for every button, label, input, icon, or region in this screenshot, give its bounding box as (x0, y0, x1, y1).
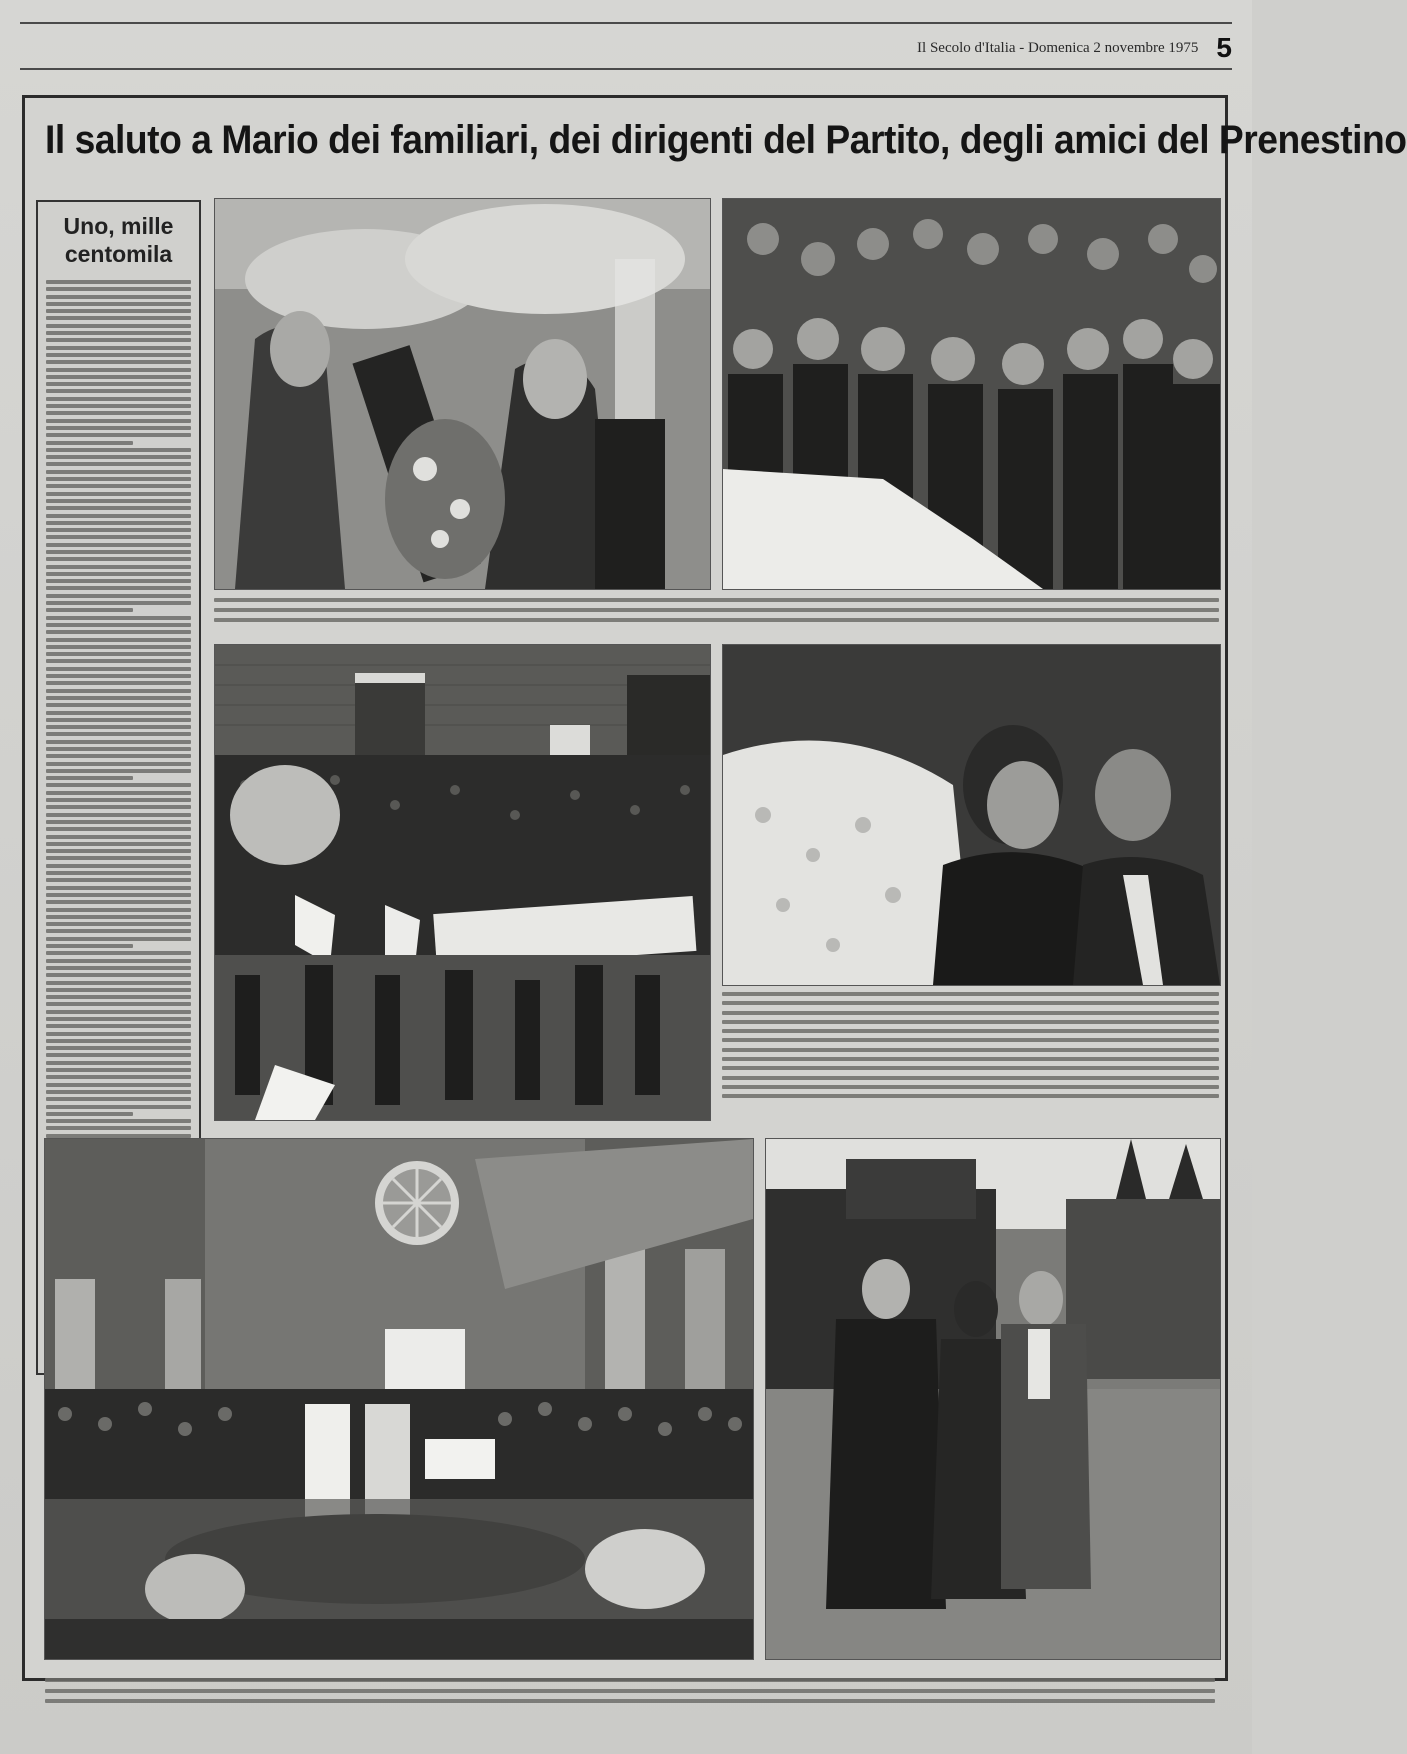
text-line (46, 411, 191, 415)
text-line (46, 557, 191, 561)
text-line (46, 718, 191, 722)
text-line (46, 426, 191, 430)
text-line (46, 535, 191, 539)
text-line (46, 929, 191, 933)
text-line (46, 696, 191, 700)
text-line (45, 1699, 1215, 1703)
photo-party-leaders (722, 198, 1221, 590)
sidebar-title-line1: Uno, mille (63, 213, 174, 239)
text-line (46, 484, 191, 488)
text-line (46, 798, 191, 802)
text-line (722, 1094, 1219, 1098)
text-line (46, 908, 191, 912)
text-line (46, 316, 191, 320)
text-line (46, 470, 191, 474)
text-line (46, 1061, 191, 1065)
text-line (46, 601, 191, 605)
masthead (20, 34, 1232, 62)
masthead-rule-top (20, 22, 1232, 24)
text-line (46, 944, 133, 948)
text-line (46, 820, 191, 824)
text-line (722, 1029, 1219, 1033)
text-line (722, 1001, 1219, 1005)
text-line (46, 324, 191, 328)
text-line (46, 594, 191, 598)
text-line (46, 981, 191, 985)
text-line (46, 645, 191, 649)
text-line (46, 886, 191, 890)
text-line (46, 1046, 191, 1050)
text-line (46, 674, 191, 678)
text-line (46, 791, 191, 795)
text-line (46, 506, 191, 510)
text-line (46, 375, 191, 379)
text-line (46, 915, 191, 919)
text-line (722, 1066, 1219, 1070)
text-line (46, 360, 191, 364)
text-line (46, 681, 191, 685)
text-line (46, 572, 191, 576)
text-line (46, 331, 191, 335)
text-line (46, 1068, 191, 1072)
text-line (46, 842, 191, 846)
text-line (46, 1112, 133, 1116)
text-line (46, 827, 191, 831)
text-line (214, 598, 1219, 602)
text-line (722, 1085, 1219, 1089)
page-number: 5 (1216, 32, 1232, 63)
text-line (46, 1083, 191, 1087)
photo-church-crowd (214, 644, 711, 1121)
text-line (722, 1011, 1219, 1015)
text-line (46, 1105, 191, 1109)
text-line (46, 338, 191, 342)
text-line (46, 893, 191, 897)
text-line (46, 835, 191, 839)
text-line (46, 455, 191, 459)
text-line (46, 353, 191, 357)
text-line (46, 1126, 191, 1130)
text-line (46, 689, 191, 693)
text-line (46, 419, 191, 423)
text-line (45, 1689, 1215, 1693)
text-line (46, 864, 191, 868)
text-line (46, 368, 191, 372)
text-line (214, 618, 1219, 622)
text-line (46, 1002, 191, 1006)
photo-mourning-mother (722, 644, 1221, 986)
text-line (46, 586, 191, 590)
text-line (46, 878, 191, 882)
text-line (46, 769, 191, 773)
text-line (46, 492, 191, 496)
text-line (46, 1024, 191, 1028)
caption-mourning-mother (722, 992, 1219, 1110)
text-line (46, 287, 191, 291)
text-line (46, 783, 191, 787)
text-line (722, 1038, 1219, 1042)
text-line (46, 922, 191, 926)
caption-bottom-photos (45, 1678, 1215, 1714)
text-line (46, 871, 191, 875)
text-line (46, 295, 191, 299)
text-line (46, 995, 191, 999)
text-line (46, 652, 191, 656)
text-line (46, 1032, 191, 1036)
text-line (46, 776, 133, 780)
text-line (46, 404, 191, 408)
text-line (46, 754, 191, 758)
photo-wreath-bearers (214, 198, 711, 590)
text-line (46, 659, 191, 663)
masthead-rule-bottom (20, 68, 1232, 70)
text-line (46, 849, 191, 853)
text-line (46, 959, 191, 963)
text-line (46, 966, 191, 970)
sidebar-title-line2: centomila (64, 241, 173, 267)
text-line (46, 973, 191, 977)
text-line (46, 346, 191, 350)
text-line (46, 805, 191, 809)
text-line (46, 389, 191, 393)
publication-line: Il Secolo d'Italia - Domenica 2 novembre 1975 (917, 39, 1199, 56)
text-line (45, 1678, 1215, 1682)
text-line (46, 988, 191, 992)
text-line (46, 441, 133, 445)
text-line (46, 397, 191, 401)
text-line (46, 732, 191, 736)
text-line (46, 1097, 191, 1101)
text-line (46, 703, 191, 707)
text-line (46, 638, 191, 642)
text-line (46, 1090, 191, 1094)
text-line (46, 1039, 191, 1043)
text-line (46, 762, 191, 766)
text-line (46, 856, 191, 860)
text-line (46, 623, 191, 627)
text-line (46, 579, 191, 583)
text-line (46, 499, 191, 503)
text-line (46, 951, 191, 955)
text-line (46, 740, 191, 744)
text-line (46, 521, 191, 525)
text-line (46, 630, 191, 634)
text-line (722, 1057, 1219, 1061)
text-line (46, 725, 191, 729)
text-line (46, 477, 191, 481)
text-line (46, 813, 191, 817)
text-line (46, 514, 191, 518)
text-line (46, 937, 191, 941)
text-line (46, 1010, 191, 1014)
text-line (46, 528, 191, 532)
caption-top-photos (214, 598, 1219, 630)
text-line (46, 550, 191, 554)
text-line (46, 565, 191, 569)
text-line (46, 1017, 191, 1021)
text-line (722, 1020, 1219, 1024)
text-line (46, 608, 133, 612)
text-line (46, 309, 191, 313)
sidebar-title (44, 212, 193, 268)
text-line (722, 992, 1219, 996)
text-line (46, 900, 191, 904)
text-line (46, 433, 191, 437)
photo-mass-interior (44, 1138, 754, 1660)
text-line (46, 616, 191, 620)
text-line (46, 280, 191, 284)
photo-cemetery (765, 1138, 1221, 1660)
text-line (46, 1075, 191, 1079)
text-line (46, 543, 191, 547)
text-line (46, 302, 191, 306)
page-headline: Il saluto a Mario dei familiari, dei dirigenti del Partito, degli amici del Prenestino (45, 118, 1407, 162)
text-line (46, 667, 191, 671)
text-line (46, 448, 191, 452)
text-line (46, 382, 191, 386)
text-line (722, 1076, 1219, 1080)
text-line (46, 462, 191, 466)
text-line (214, 608, 1219, 612)
text-line (722, 1048, 1219, 1052)
text-line (46, 1053, 191, 1057)
text-line (46, 711, 191, 715)
text-line (46, 1119, 191, 1123)
text-line (46, 747, 191, 751)
